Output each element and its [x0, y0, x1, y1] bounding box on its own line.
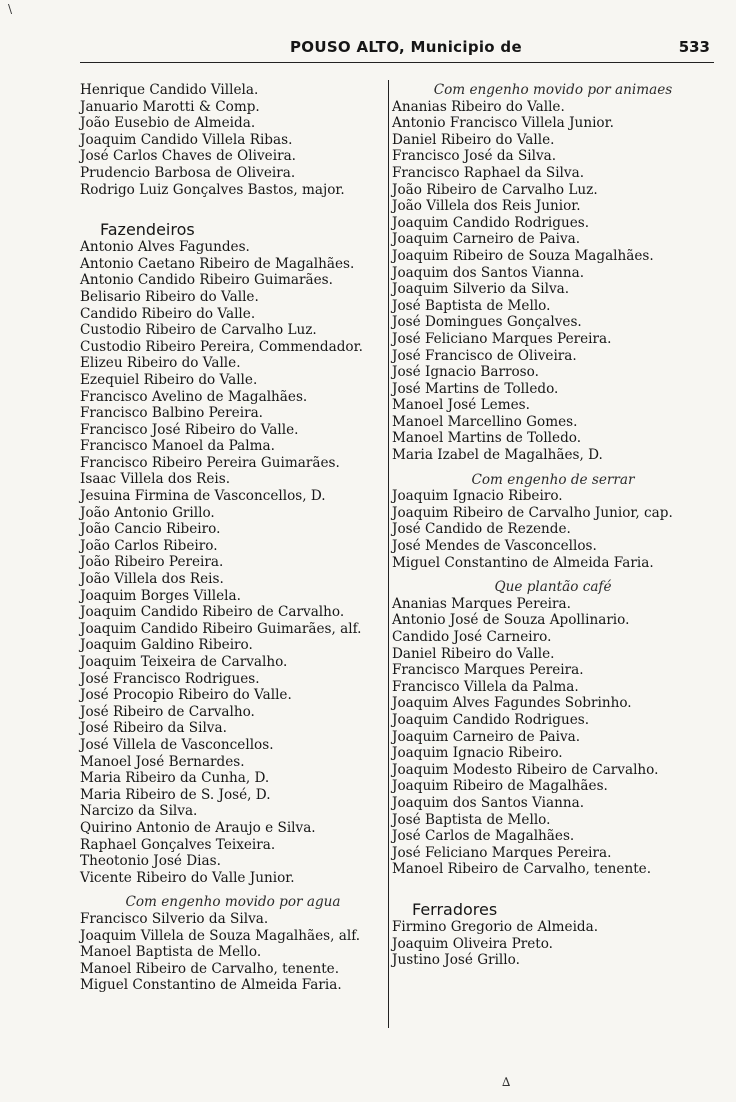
list-item: Manoel Ribeiro de Carvalho, tenente. [392, 861, 652, 878]
left-column [80, 82, 386, 994]
list-item: Joaquim dos Santos Vianna. [392, 794, 585, 811]
list-item: Justino José Grillo. [392, 952, 520, 969]
list-item: Francisco Manoel da Palma. [80, 438, 275, 455]
list-item: Antonio Candido Ribeiro Guimarães. [80, 272, 333, 289]
list-item: José Procopio Ribeiro do Valle. [80, 687, 292, 704]
serrar-heading: Com engenho de serrar [471, 471, 635, 488]
list-item: Belisario Ribeiro do Valle. [80, 288, 259, 305]
cafe-heading: Que plantão café [494, 579, 612, 596]
list-item: José Candido de Rezende. [392, 521, 571, 538]
list-item: Manoel Marcellino Gomes. [392, 413, 578, 430]
list-item: Daniel Ribeiro do Valle. [392, 131, 555, 148]
list-item: Joaquim Oliveira Preto. [392, 935, 554, 952]
list-item: Manoel José Bernardes. [80, 753, 245, 770]
list-item: João Villela dos Reis. [80, 571, 224, 588]
list-item: José Feliciano Marques Pereira. [392, 330, 612, 347]
list-item: Joaquim Candido Rodrigues. [392, 711, 590, 728]
list-item: José Ribeiro de Carvalho. [80, 703, 255, 720]
list-item: Maria Izabel de Magalhães, D. [392, 447, 603, 464]
list-item: Antonio José de Souza Apollinario. [392, 612, 630, 629]
list-item: Narcizo da Silva. [80, 803, 198, 820]
list-item: Joaquim Carneiro de Paiva. [392, 728, 581, 745]
list-item: Joaquim Borges Villela. [80, 587, 241, 604]
margin-speck: ∆ [502, 1075, 511, 1089]
list-item: Manoel Baptista de Mello. [80, 944, 262, 961]
list-item: Jesuina Firmina de Vasconcellos, D. [80, 488, 326, 505]
list-item: Maria Ribeiro da Cunha, D. [80, 770, 270, 787]
list-item: Candido Ribeiro do Valle. [80, 305, 256, 322]
list-item: Ananias Ribeiro do Valle. [392, 98, 565, 115]
header-rule [80, 62, 714, 63]
list-item: Ezequiel Ribeiro do Valle. [80, 371, 258, 388]
list-item: José Ignacio Barroso. [392, 364, 539, 381]
list-item: Francisco Silverio da Silva. [80, 910, 269, 927]
agua-heading: Com engenho movido por agua [125, 894, 341, 911]
list-item: Quirino Antonio de Araujo e Silva. [80, 819, 316, 836]
list-item: Joaquim Modesto Ribeiro de Carvalho. [392, 761, 659, 778]
list-item: Joaquim Galdino Ribeiro. [80, 637, 253, 654]
animaes-list [392, 99, 714, 464]
list-item: Joaquim Villela de Souza Magalhães, alf. [80, 927, 361, 944]
list-item: João Antonio Grillo. [80, 504, 215, 521]
list-item: Theotonio José Dias. [80, 853, 221, 870]
list-item: José Baptista de Mello. [392, 811, 551, 828]
serrar-list [392, 488, 714, 571]
list-item: Joaquim Candido Ribeiro Guimarães, alf. [80, 620, 362, 637]
list-item: Joaquim Ribeiro de Souza Magalhães. [392, 247, 654, 264]
list-item: Joaquim Candido Ribeiro de Carvalho. [80, 604, 345, 621]
list-item: João Eusebio de Almeida. [80, 115, 256, 132]
column-divider [388, 80, 389, 1028]
list-item: Henrique Candido Villela. [80, 82, 259, 98]
list-item: Isaac Villela dos Reis. [80, 471, 231, 488]
list-item: José Francisco de Oliveira. [392, 347, 577, 364]
list-item: Joaquim Silverio da Silva. [392, 281, 570, 298]
list-item: Rodrigo Luiz Gonçalves Bastos, major. [80, 181, 345, 198]
list-item: Joaquim dos Santos Vianna. [392, 264, 585, 281]
page-number: 533 [678, 38, 710, 56]
list-item: José Francisco Rodrigues. [80, 670, 260, 687]
list-item: Daniel Ribeiro do Valle. [392, 645, 555, 662]
list-item: Candido José Carneiro. [392, 629, 552, 645]
list-item: José Carlos Chaves de Oliveira. [80, 148, 296, 165]
list-item: Maria Ribeiro de S. José, D. [80, 786, 271, 803]
list-item: Joaquim Teixeira de Carvalho. [80, 654, 288, 670]
list-item: João Cancio Ribeiro. [80, 521, 221, 538]
list-item: Francisco Marques Pereira. [392, 662, 584, 679]
agua-list [80, 911, 386, 994]
list-item: Joaquim Carneiro de Paiva. [392, 231, 581, 248]
cafe-list [392, 596, 714, 878]
list-item: Francisco José da Silva. [392, 148, 557, 165]
ferradores-list [392, 919, 714, 969]
list-item: João Carlos Ribeiro. [80, 537, 218, 554]
list-item: José Feliciano Marques Pereira. [392, 844, 612, 861]
page-header [80, 38, 710, 60]
list-item: Joaquim Ribeiro de Carvalho Junior, cap. [392, 504, 673, 521]
list-item: Francisco Balbino Pereira. [80, 405, 263, 422]
list-item: Miguel Constantino de Almeida Faria. [80, 977, 342, 994]
list-item: José Baptista de Mello. [392, 297, 551, 314]
animaes-heading: Com engenho movido por animaes [433, 82, 673, 98]
list-item: Manoel Ribeiro de Carvalho, tenente. [80, 960, 340, 977]
list-item: Francisco Raphael da Silva. [392, 164, 585, 181]
list-item: Manoel José Lemes. [392, 397, 530, 414]
fazendeiros-list [80, 239, 386, 886]
list-item: Raphael Gonçalves Teixeira. [80, 836, 276, 853]
list-item: José Villela de Vasconcellos. [80, 736, 274, 753]
list-item: Joaquim Ignacio Ribeiro. [392, 745, 563, 762]
page-title: POUSO ALTO, Municipio de [290, 38, 522, 56]
list-item: Januario Marotti & Comp. [80, 98, 260, 115]
list-item: Custodio Ribeiro de Carvalho Luz. [80, 322, 317, 339]
list-item: Joaquim Candido Villela Ribas. [80, 131, 293, 148]
list-item: Joaquim Candido Rodrigues. [392, 214, 590, 231]
list-item: João Villela dos Reis Junior. [392, 198, 581, 215]
list-item: Joaquim Ribeiro de Magalhães. [392, 778, 608, 795]
list-item: José Ribeiro da Silva. [80, 720, 227, 737]
list-item: Francisco Villela da Palma. [392, 678, 579, 695]
list-item: Francisco José Ribeiro do Valle. [80, 421, 299, 438]
list-item: Joaquim Alves Fagundes Sobrinho. [392, 695, 632, 712]
list-item: Custodio Ribeiro Pereira, Commendador. [80, 338, 363, 355]
ferradores-heading: Ferradores [412, 899, 498, 919]
list-item: Ananias Marques Pereira. [392, 595, 571, 612]
list-item: José Martins de Tolledo. [392, 380, 559, 397]
list-item: Miguel Constantino de Almeida Faria. [392, 554, 654, 571]
margin-speck: \ [8, 2, 13, 16]
list-item: Joaquim Ignacio Ribeiro. [392, 488, 563, 505]
list-item: Antonio Francisco Villela Junior. [392, 115, 614, 132]
fazendeiros-heading: Fazendeiros [100, 220, 195, 240]
list-item: José Domingues Gonçalves. [392, 314, 582, 331]
names-top-list [80, 82, 386, 198]
list-item: João Ribeiro de Carvalho Luz. [392, 181, 598, 198]
right-column [392, 82, 714, 969]
list-item: Elizeu Ribeiro do Valle. [80, 355, 241, 372]
list-item: Vicente Ribeiro do Valle Junior. [80, 869, 295, 886]
list-item: Francisco Ribeiro Pereira Guimarães. [80, 454, 340, 471]
list-item: Firmino Gregorio de Almeida. [392, 918, 599, 935]
list-item: Antonio Alves Fagundes. [80, 239, 250, 256]
list-item: José Carlos de Magalhães. [392, 828, 575, 845]
list-item: José Mendes de Vasconcellos. [392, 538, 597, 555]
list-item: Francisco Avelino de Magalhães. [80, 388, 308, 405]
list-item: João Ribeiro Pereira. [80, 554, 224, 571]
list-item: Prudencio Barbosa de Oliveira. [80, 164, 296, 181]
list-item: Antonio Caetano Ribeiro de Magalhães. [80, 255, 355, 272]
list-item: Manoel Martins de Tolledo. [392, 430, 582, 447]
